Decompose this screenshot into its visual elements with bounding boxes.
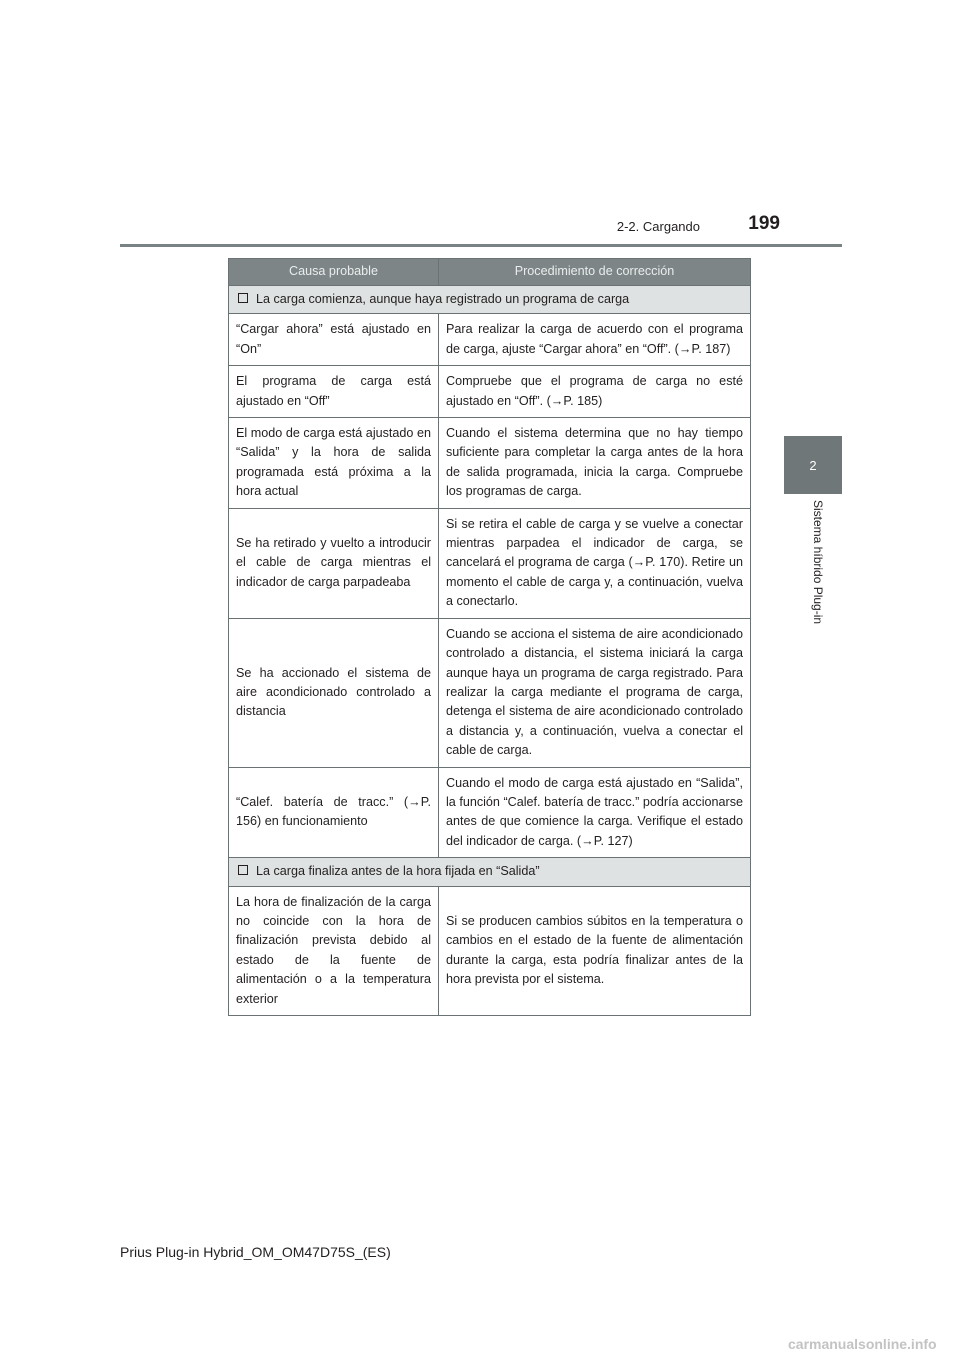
fix-cell: Cuando el modo de carga está ajustado en “Salida”, la función “Calef. batería de tracc.” podría accionarse antes de que comience la carga. Verifique el estado del indicador de carga. (→P. 127)	[439, 767, 751, 858]
fix-cell: Compruebe que el programa de carga no esté ajustado en “Off”. (→P. 185)	[439, 366, 751, 418]
cause-cell: El modo de carga está ajustado en “Salida” y la hora de salida programada está próxima a la hora actual	[229, 418, 439, 509]
table-row	[229, 418, 751, 509]
group-header-row	[229, 858, 751, 886]
watermark: carmanualsonline.info	[788, 1336, 937, 1352]
cause-cell: “Calef. batería de tracc.” (→P. 156) en funcionamiento	[229, 767, 439, 858]
cause-cell: Se ha retirado y vuelto a introducir el cable de carga mientras el indicador de carga parpadeaba	[229, 508, 439, 618]
column-header-cause: Causa probable	[229, 259, 439, 286]
fix-cell: Para realizar la carga de acuerdo con el programa de carga, ajuste “Cargar ahora” en “Off”. (→P. 187)	[439, 314, 751, 366]
cause-cell: Se ha accionado el sistema de aire acondicionado controlado a distancia	[229, 618, 439, 767]
checkbox-icon	[238, 293, 248, 303]
table-row	[229, 508, 751, 618]
fix-cell: Si se producen cambios súbitos en la temperatura o cambios en el estado de la fuente de alimentación durante la carga, esta podría finalizar antes de la hora prevista por el sistema.	[439, 886, 751, 1015]
group-title: La carga comienza, aunque haya registrado un programa de carga	[256, 292, 630, 306]
header-divider	[120, 244, 842, 247]
group-header-row	[229, 286, 751, 314]
page-number: 199	[748, 213, 780, 234]
table-row	[229, 618, 751, 767]
table-header-row	[229, 259, 751, 286]
troubleshooting-table	[228, 258, 751, 1016]
table-row	[229, 366, 751, 418]
fix-cell: Si se retira el cable de carga y se vuelve a conectar mientras parpadea el indicador de carga, se cancelará el programa de carga (→P. 170). Retire un momento el cable de carga y, a continuación, vuelva a conectarlo.	[439, 508, 751, 618]
group-title: La carga finaliza antes de la hora fijada en “Salida”	[256, 864, 540, 879]
cause-cell: La hora de finalización de la carga no coincide con la hora de finalización prevista debido al estado de la fuente de alimentación o a la temperatura exterior	[229, 886, 439, 1015]
checkbox-icon	[238, 865, 248, 875]
section-title: 2-2. Cargando	[616, 219, 700, 234]
group-header	[229, 286, 751, 314]
group-header	[229, 858, 751, 886]
table-row	[229, 886, 751, 1015]
table-row	[229, 767, 751, 858]
chapter-title: Sistema híbrido Plug-in	[811, 500, 825, 625]
fix-cell: Cuando el sistema determina que no hay tiempo suficiente para completar la carga antes de la hora de salida programada, inicia la carga. Compruebe los programas de carga.	[439, 418, 751, 509]
column-header-fix: Procedimiento de corrección	[439, 259, 751, 286]
table-row	[229, 314, 751, 366]
cause-cell: El programa de carga está ajustado en “Off”	[229, 366, 439, 418]
cause-cell: “Cargar ahora” está ajustado en “On”	[229, 314, 439, 366]
fix-cell: Cuando se acciona el sistema de aire acondicionado controlado a distancia, el sistema iniciará la carga aunque haya un programa de carga registrado. Para realizar la carga mediante el programa de carga, detenga el sistema de aire acondicionado controlado a distancia y, a continuación, vuelva a conectar el cable de carga.	[439, 618, 751, 767]
chapter-tab: 2	[784, 436, 842, 494]
manual-id: Prius Plug-in Hybrid_OM_OM47D75S_(ES)	[120, 1244, 391, 1260]
